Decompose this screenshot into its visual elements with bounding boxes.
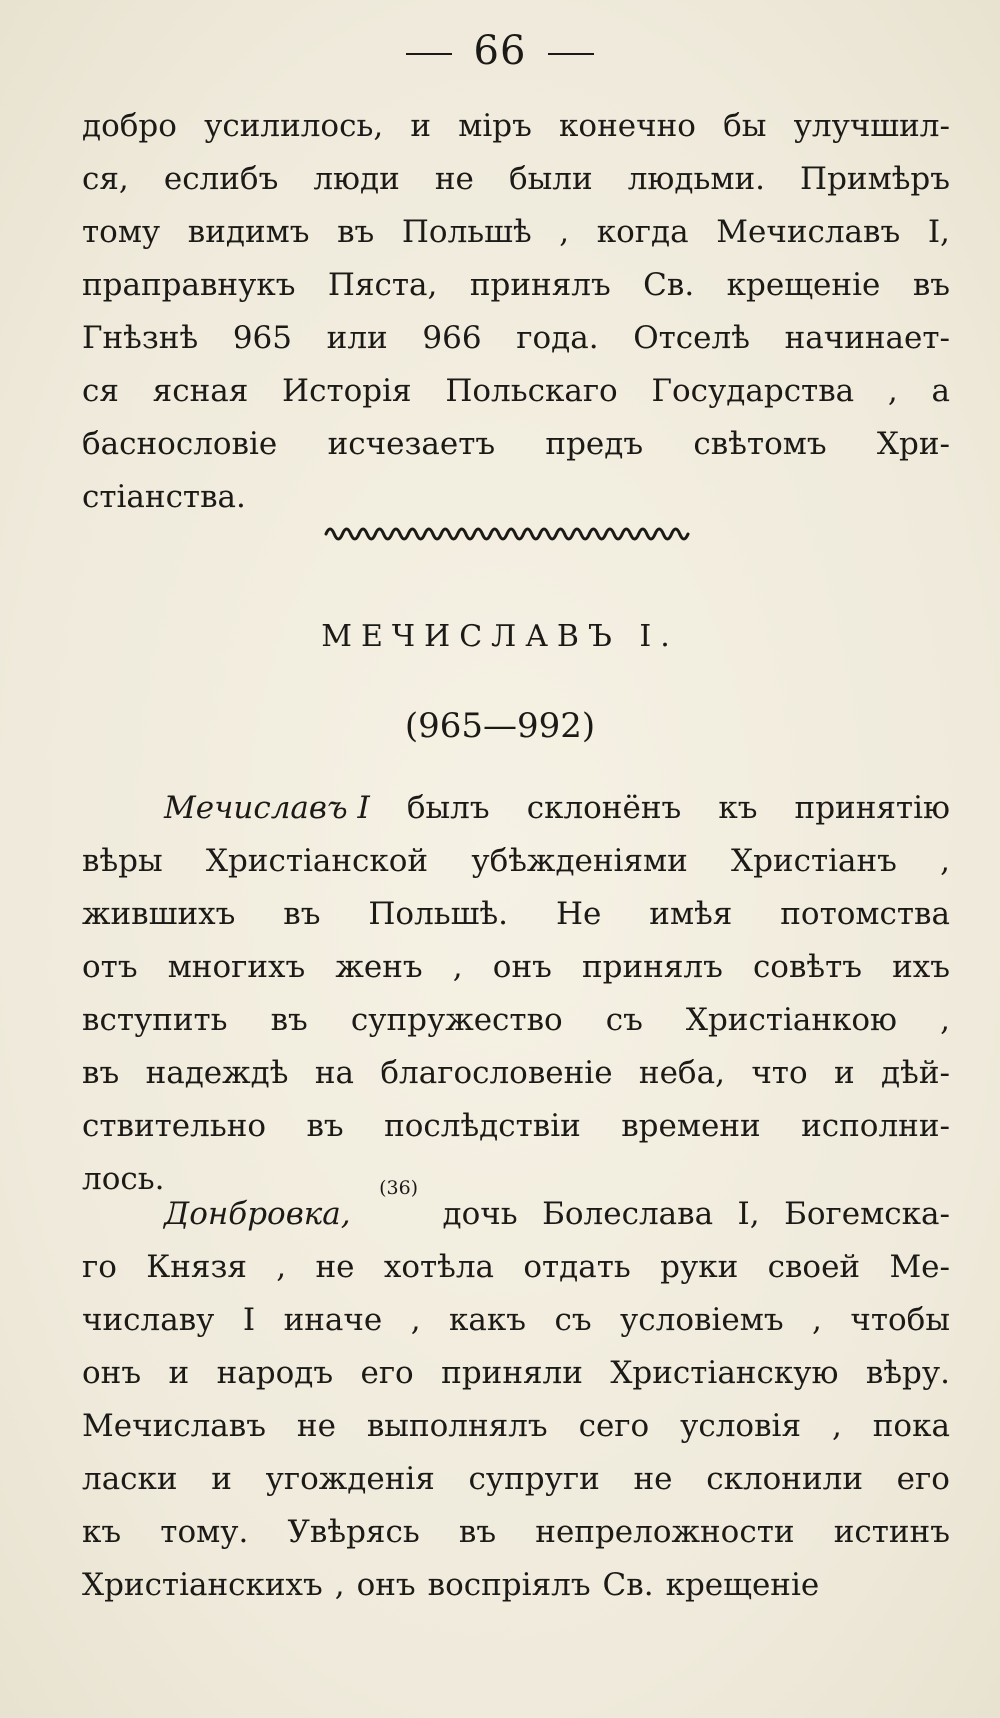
word: принялъ (469, 267, 611, 303)
word: I (242, 1302, 256, 1338)
word: отъ (82, 949, 138, 985)
text-line (82, 888, 950, 941)
word: праправнукъ (82, 267, 296, 303)
word: воспріялъ (427, 1567, 591, 1603)
word: Христіанскихъ (82, 1567, 323, 1603)
word: еслибъ (163, 161, 279, 197)
word: бы (723, 108, 767, 144)
word: Ме- (889, 1249, 950, 1285)
ornamental-divider (322, 520, 692, 548)
word: многихъ (167, 949, 306, 985)
word: крещеніе (665, 1567, 820, 1603)
word: пока (872, 1408, 950, 1444)
word: , (410, 1302, 421, 1338)
word: ихъ (892, 949, 950, 985)
word: времени (621, 1108, 761, 1144)
word: вѣры (82, 843, 163, 879)
word: сего (578, 1408, 650, 1444)
word: и (410, 108, 432, 144)
word: вѣру. (865, 1355, 950, 1391)
word: Исторія (282, 373, 412, 409)
word: ся (82, 373, 119, 409)
word: и (834, 1055, 855, 1091)
word: чтобы (850, 1302, 950, 1338)
text-line (82, 1400, 950, 1453)
word: супружество (350, 1002, 563, 1038)
word: дѣй- (881, 1055, 950, 1091)
word: иначе (283, 1302, 383, 1338)
word: Христіанскую (610, 1355, 839, 1391)
text-line (82, 100, 950, 153)
word: не (434, 161, 474, 197)
word: въ (458, 1514, 497, 1550)
word: онъ (356, 1567, 416, 1603)
text-line (82, 1506, 950, 1559)
text-line (82, 1347, 950, 1400)
word: руки (660, 1249, 739, 1285)
word: жившихъ (82, 896, 236, 932)
word: когда (596, 214, 689, 250)
text-line (82, 941, 950, 994)
word: имѣя (649, 896, 733, 932)
word: въ (337, 214, 375, 250)
word: Увѣрясь (287, 1514, 420, 1550)
word: въ (283, 896, 321, 932)
word: Польшѣ. (368, 896, 509, 932)
word: , (887, 373, 898, 409)
text-line (82, 994, 950, 1047)
word: склонёнъ (526, 790, 682, 826)
section-title: МЕЧИСЛАВЪ I. (321, 619, 679, 654)
word: , (812, 1302, 822, 1338)
word: Св. (602, 1567, 654, 1603)
text-line (82, 1294, 950, 1347)
word: женъ (335, 949, 423, 985)
word: Гнѣзнѣ (82, 320, 199, 356)
word: въ (306, 1108, 344, 1144)
word: или (326, 320, 388, 356)
word: совѣтъ (752, 949, 862, 985)
word: не (296, 1408, 336, 1444)
word: ся, (82, 161, 129, 197)
word: числаву (82, 1302, 215, 1338)
word: дочь (442, 1196, 518, 1232)
word: хотѣла (383, 1249, 495, 1285)
right-dash (548, 53, 594, 55)
word: лось. (82, 1161, 165, 1197)
word: предъ (545, 426, 644, 462)
word: Св. (643, 267, 695, 303)
section-dates: (965—992) (404, 706, 596, 746)
word: приняли (441, 1355, 583, 1391)
word: ствительно (82, 1108, 267, 1144)
word: Богемска- (784, 1196, 950, 1232)
word: выполнялъ (366, 1408, 548, 1444)
word: , (940, 1002, 950, 1038)
word: Болеслава (542, 1196, 714, 1232)
word: Отселѣ (633, 320, 750, 356)
text-line (82, 206, 950, 259)
word: Мечиславъ (716, 214, 901, 250)
word: принялъ (581, 949, 723, 985)
word: къ (718, 790, 758, 826)
text-line (82, 365, 950, 418)
word: съ (605, 1002, 643, 1038)
word: , (940, 843, 950, 879)
text-line (82, 312, 950, 365)
word: не (315, 1249, 355, 1285)
word: благословеніе (380, 1055, 613, 1091)
text-line (82, 153, 950, 206)
word: Христіанкою (685, 1002, 898, 1038)
word: съ (554, 1302, 592, 1338)
text-line (82, 1241, 950, 1294)
word: принятію (794, 790, 950, 826)
word: Примѣръ (800, 161, 950, 197)
word: онъ (82, 1355, 142, 1391)
word: послѣдствіи (384, 1108, 581, 1144)
word: конечно (559, 108, 696, 144)
word: Князя (146, 1249, 247, 1285)
intro-paragraph (82, 100, 950, 524)
word: Польшѣ (401, 214, 532, 250)
word: исполни- (801, 1108, 950, 1144)
text-line (82, 1100, 950, 1153)
word: свѣтомъ (693, 426, 827, 462)
text-line (82, 259, 950, 312)
word: своей (767, 1249, 861, 1285)
word: потомства (780, 896, 950, 932)
word: Христіанской (205, 843, 429, 879)
word: , (452, 949, 463, 985)
page-number-header (0, 22, 1000, 80)
word: народъ (216, 1355, 334, 1391)
text-line (82, 471, 950, 524)
word: былъ (406, 790, 490, 826)
text-line (82, 1047, 950, 1100)
word: I, (737, 1196, 760, 1232)
word: отдать (523, 1249, 631, 1285)
word: го (82, 1249, 117, 1285)
word: Не (555, 896, 602, 932)
word: I, (927, 214, 950, 250)
footnote-reference: (36) (379, 1177, 419, 1199)
word: года. (516, 320, 599, 356)
word: онъ (492, 949, 552, 985)
word: людьми. (627, 161, 765, 197)
word: въ (912, 267, 950, 303)
text-line (82, 1559, 950, 1612)
word: Мечиславъ (82, 1408, 266, 1444)
word: , (276, 1249, 287, 1285)
word: надеждѣ (145, 1055, 289, 1091)
word: начинает- (784, 320, 950, 356)
word: исчезаетъ (327, 426, 496, 462)
word: и (211, 1461, 232, 1497)
word: въ (270, 1002, 308, 1038)
word: , (559, 214, 570, 250)
word: угожденія (265, 1461, 435, 1497)
word: тому (82, 214, 161, 250)
word: его (896, 1461, 950, 1497)
word: 965 (232, 320, 292, 356)
word: убѣжденіями (471, 843, 688, 879)
text-line (82, 418, 950, 471)
word: 966 (422, 320, 482, 356)
word: неба, (638, 1055, 725, 1091)
word: Государства (651, 373, 855, 409)
word: міръ (458, 108, 532, 144)
word: видимъ (187, 214, 310, 250)
word: вступить (82, 1002, 228, 1038)
word: на (314, 1055, 354, 1091)
word: Хри- (876, 426, 950, 462)
word: стіанства. (82, 479, 246, 515)
left-dash (406, 53, 452, 55)
word: , (334, 1567, 345, 1603)
word: улучшил- (793, 108, 950, 144)
word: , (831, 1408, 842, 1444)
word: непреложности (535, 1514, 795, 1550)
word: тому. (160, 1514, 249, 1550)
word: а (931, 373, 950, 409)
word: что (751, 1055, 808, 1091)
word: въ (82, 1055, 120, 1091)
word: Пяста, (327, 267, 438, 303)
word: ясная (152, 373, 249, 409)
word: и (168, 1355, 190, 1391)
lead-italic: Донбровка, (164, 1196, 351, 1232)
word: условія (680, 1408, 802, 1444)
word: его (360, 1355, 414, 1391)
text-line (82, 782, 950, 835)
word: были (508, 161, 593, 197)
word: усилилось, (204, 108, 384, 144)
text-line (82, 835, 950, 888)
word: ласки (82, 1461, 178, 1497)
word: къ (82, 1514, 122, 1550)
page-number: 66 (473, 28, 527, 74)
word: Польскаго (445, 373, 618, 409)
word: склонили (706, 1461, 863, 1497)
word: условіемъ (620, 1302, 784, 1338)
word: какъ (449, 1302, 526, 1338)
word: люди (313, 161, 400, 197)
paragraph-1 (82, 782, 950, 1206)
lead-italic: Мечиславъ I (164, 790, 370, 826)
text-line (82, 1453, 950, 1506)
word: истинъ (833, 1514, 950, 1550)
word: добро (82, 108, 177, 144)
word: Христіанъ (731, 843, 897, 879)
word: не (633, 1461, 673, 1497)
word: супруги (468, 1461, 600, 1497)
word: крещеніе (726, 267, 881, 303)
word: баснословіе (82, 426, 278, 462)
